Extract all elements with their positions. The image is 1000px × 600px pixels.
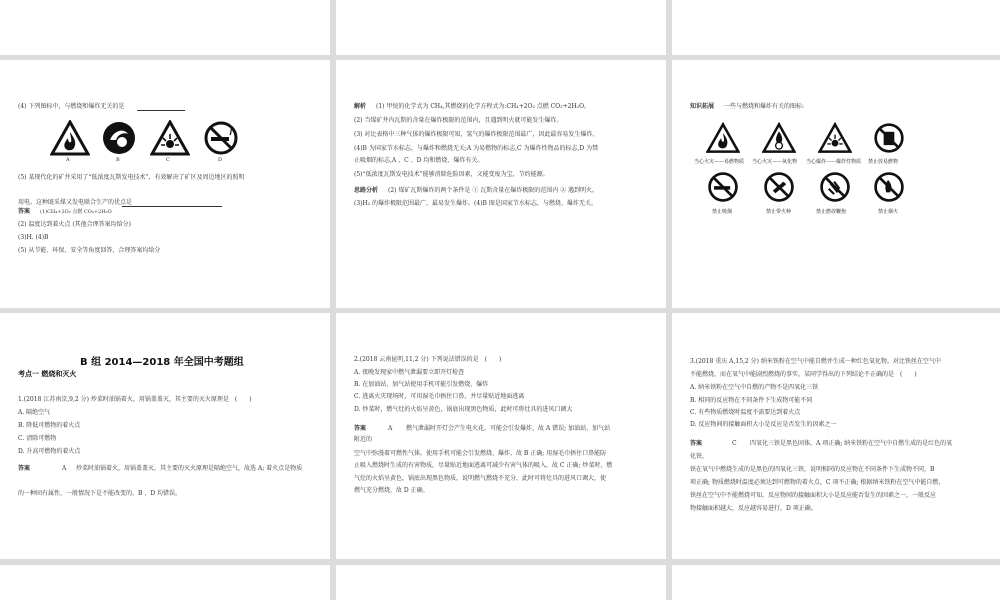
analysis-line-4: (4)B 为国家节水标志，与爆炸和燃烧无关;A 为易燃物的标志,C 为爆炸性物品的标志,D 为禁	[354, 145, 599, 152]
option-c: C. 清除可燃物	[18, 435, 57, 442]
label-no-smoking: 禁止吸烟	[712, 209, 733, 215]
thinking-line-2: (3)H₂ 的爆炸极限范围最广，最易发生爆炸。(4)B 图是国家节水标志，与燃烧、爆炸无关。	[354, 200, 597, 207]
icon-label-d: D	[218, 157, 223, 163]
slide-a1	[0, 0, 330, 55]
thinking-line-1: (2) 煤矿瓦斯爆炸的两个条件是 ① 瓦斯含量在爆炸极限的范围内 ② 遇到明火。	[388, 187, 599, 194]
slide-d2	[336, 565, 666, 600]
slide-d1	[0, 565, 330, 600]
no-fire-source-icon	[762, 170, 796, 204]
slide-b3	[672, 60, 1000, 308]
question-5-line1: (5) 某现代化的矿井采用了“低浓度瓦斯发电技术”，有效解决了矿区及周边地区的照明	[18, 174, 245, 181]
flammable-warning-icon	[50, 120, 90, 156]
answer-line-5: 气灶的火焰呈黄色，锅底出现黑色物质，说明燃气燃烧不充分，此时可将灶具的进风口调大，使	[354, 475, 607, 482]
option-b: B. 相同的反应物在不同条件下生成物可能不同	[690, 397, 813, 404]
question-3-line2: 不能燃烧，而在氧气中能剧烈燃烧的事实，某同学得出的下列结论不正确的是 ( )	[690, 371, 917, 378]
option-b: B. 在加油站、加气站使用手机可能引发燃烧、爆炸	[354, 381, 489, 388]
analysis-line-1: (1) 甲烷的化学式为 CH₄,其燃烧的化学方程式为:CH₄+2O₂ 点燃 CO₂+2H₂O。	[376, 103, 590, 110]
analysis-line-5: 止吸烟的标志,A 、C 、D 均和燃烧、爆炸有关。	[354, 157, 484, 164]
fire-flammable-icon	[706, 122, 740, 154]
question-3-line1: 3.(2018 重庆 A,15,2 分) 纳米铁粉在空气中能自燃并生成一种红色氧化物。对比铁丝在空气中	[690, 358, 941, 365]
label-no-flammables: 禁止放易燃物	[868, 159, 899, 165]
answer-line-2: 的一种固有属性，一般情况下是不能改变的，B 、D 均错误。	[18, 490, 182, 497]
answer-label: 答案	[18, 208, 31, 215]
option-d: D. 炒菜时，燃气灶的火焰呈黄色，锅底出现黑色物质，此时可将灶具的进风口调大	[354, 406, 573, 413]
label-explosion: 当心爆炸——爆炸性物质	[806, 159, 862, 165]
answer-line-3: 铁在氧气中燃烧生成的是黑色的四氧化三铁，说明相同的反应物在不同条件下生成物不同，B	[690, 466, 935, 473]
answer-line-1: 炒菜时油锅着火，用锅盖盖灭，其主要的灭火原理是隔绝空气，故选 A; 着火点是物质	[76, 465, 303, 472]
answer-value: A	[388, 425, 393, 432]
slide-a3	[672, 0, 1000, 55]
question-4: (4) 下列图标中，与燃烧和爆炸无关的是	[18, 103, 125, 110]
answer-label: 答案	[18, 465, 31, 472]
slide-c1	[0, 313, 330, 559]
section-subtitle: 考点一 燃烧和灭火	[18, 370, 77, 378]
option-c: C. 逃离火灾现场时，可用湿毛巾捂住口鼻，并尽量贴近地面逃离	[354, 393, 525, 400]
answer-3-4: (3)H. (4)B	[18, 234, 49, 241]
answer-label: 答案	[354, 425, 367, 432]
icon-label-b: B	[116, 157, 120, 163]
section-title: B 组 2014—2018 年全国中考题组	[80, 357, 244, 368]
label-no-open-flame: 禁止烟火	[878, 209, 899, 215]
analysis-line-3: (3) 对比表格中三种气体的爆炸极限可知，氢气的爆炸极限范围最广，因此最容易发生爆炸。	[354, 131, 599, 138]
knowledge-heading: 知识拓展	[690, 103, 715, 110]
option-b: B. 降低可燃物的着火点	[18, 422, 81, 429]
answer-blank	[137, 110, 185, 111]
slide-b1	[0, 60, 330, 308]
explosive-warning-icon	[150, 120, 190, 156]
answer-line-2: 化铁，	[690, 453, 709, 460]
answer-line-1: 燃气泄漏时开灯会产生电火花，可能会引发爆炸，故 A 错误; 加油站、加气站	[406, 425, 611, 432]
thinking-label: 思路分析	[354, 187, 379, 194]
no-open-flame-icon	[872, 170, 906, 204]
icon-label-a: A	[66, 157, 70, 163]
no-fireworks-icon	[818, 170, 852, 204]
answer-5: (5) 从节能、环保、安全等角度回答，合理答案均给分	[18, 247, 161, 254]
question-1: 1.(2018 江苏南京,9,2 分) 炒菜时油锅着火，用锅盖盖灭，其主要的灭火原理是 ( )	[18, 396, 252, 403]
analysis-label: 解析	[354, 103, 367, 110]
option-c: C. 有些物质燃烧时温度不需要达到着火点	[690, 409, 801, 416]
answer-line-4: 止吸入燃烧时生成的有害物质，尽量贴近地面逃离可减少有害气体的吸入，故 C 正确; 炒菜时，燃	[354, 462, 613, 469]
slide-c3	[672, 313, 1000, 559]
answer-line-3: 空气中弥漫着可燃性气体，使用手机可能会引发燃烧、爆炸，故 B 正确; 用湿毛巾捂住口鼻能防	[354, 450, 607, 457]
slide-c2	[336, 313, 666, 559]
analysis-line-6: (5)“低浓度瓦斯发电技术”能够消除危险因素，又能变废为宝，节约能源。	[354, 171, 549, 178]
no-smoking-icon	[202, 120, 240, 156]
no-flammables-icon	[872, 122, 906, 154]
answer-line-2: 附近的	[354, 436, 373, 443]
analysis-line-2: (2) 当煤矿井内瓦斯的含量在爆炸极限的范围内，且遇到明火就可能发生爆炸。	[354, 117, 563, 124]
slide-b2	[336, 60, 666, 308]
fire-oxidizer-icon	[762, 122, 796, 154]
option-a: A. 隔绝空气	[18, 409, 51, 416]
option-a: A. 夜晚发现家中燃气泄漏要立即开灯检查	[354, 369, 465, 376]
question-5-line2: 用电。这种既采煤又发电联合生产的优点是	[18, 199, 133, 206]
question-2: 2.(2018 云南昆明,11,2 分) 下列说法错误的是 ( )	[354, 356, 502, 363]
answer-line-6: 燃气充分燃烧，故 D 正确。	[354, 487, 429, 494]
answer-line-1: 四氧化三铁是黑色固体，A 项正确; 纳米铁粉在空气中自燃生成的是红色的氧	[750, 440, 953, 447]
label-no-fire-source: 禁止带火种	[766, 209, 792, 215]
label-fire-flammable: 当心火灾——易燃物质	[694, 159, 745, 165]
option-d: D. 反应物间的接触面积大小是反应是否发生的因素之一	[690, 421, 837, 428]
answer-blank-5	[122, 206, 222, 207]
answer-value: A	[62, 465, 67, 472]
explosion-icon	[818, 122, 852, 154]
answer-2: (2) 温度达到着火点 (其他合理答案均给分)	[18, 221, 131, 228]
slide-d3	[672, 565, 1000, 600]
answer-line-4: 项正确; 物质燃烧时温度必须达到可燃物的着火点，C 项不正确; 根据纳米铁粉在空气中能自燃，	[690, 479, 945, 486]
answer-label: 答案	[690, 440, 703, 447]
label-no-fireworks: 禁止燃放鞭炮	[816, 209, 847, 215]
knowledge-heading-rest: 一些与燃烧和爆炸有关的图标:	[724, 103, 805, 110]
no-smoking-icon	[706, 170, 740, 204]
answer-value: C	[732, 440, 737, 447]
icon-label-c: C	[166, 157, 170, 163]
option-a: A. 纳米铁粉在空气中自燃的产物不是四氧化三铁	[690, 384, 819, 391]
slide-a2	[336, 0, 666, 55]
answer-equation: (1)CH₄+2O₂ 点燃 CO₂+2H₂O	[40, 209, 112, 215]
option-d: D. 升高可燃物的着火点	[18, 448, 81, 455]
label-fire-oxidizer: 当心火灾——氧化物	[752, 159, 798, 165]
water-saving-icon	[100, 120, 138, 156]
answer-line-6: 物接触面积越大，反应越容易进行，D 项正确。	[690, 505, 817, 512]
answer-line-5: 铁丝在空气中不能燃烧可知，反应物间的接触面积大小是反应能否发生的因素之一，一般反应	[690, 492, 937, 499]
